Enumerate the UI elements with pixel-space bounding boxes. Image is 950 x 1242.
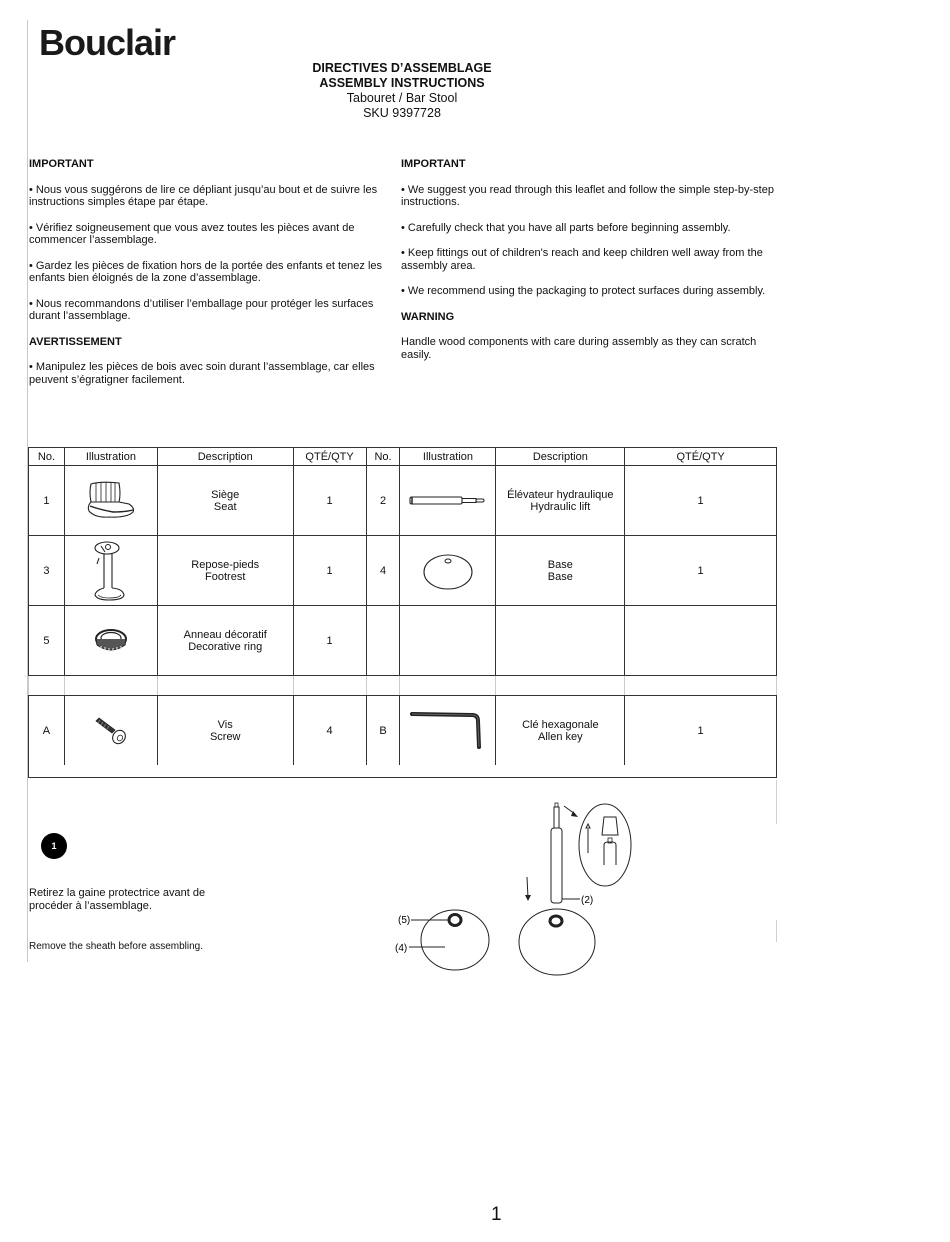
table-row-hardware [29,696,777,766]
callout-lift: (2) [581,895,594,906]
part-desc-en: Allen key [538,730,583,743]
part-desc-fr: Siège [211,488,240,501]
title-fr: DIRECTIVES D’ASSEMBLAGE [312,61,492,75]
allen-key-icon [410,711,486,751]
base-icon [422,551,474,591]
warning-heading-fr: AVERTISSEMENT [29,335,122,348]
part-no: 3 [29,536,65,606]
notice-english [401,158,781,374]
sheath-detail-icon [579,804,631,886]
notice-item: • Gardez les pièces de fixation hors de la portée des enfants et tenez les enfants bien éloignés de la zone d’assemblage. [29,259,383,284]
warning-heading-en: WARNING [401,310,455,323]
step-number-badge: 1 [41,833,67,859]
step-instruction-en: Remove the sheath before assembling. [29,941,203,952]
part-no: 1 [29,466,65,536]
notice-french [29,158,394,399]
part-no: 4 [366,536,400,606]
part-qty: 1 [625,466,777,536]
part-no: 2 [366,466,400,536]
part-desc-fr: Base [547,558,573,571]
header-description: Description [157,448,293,466]
decorative-ring-icon [93,627,129,655]
product-name: Tabouret / Bar Stool [346,91,458,105]
hydraulic-lift-icon [408,495,488,507]
notice-item: • Vérifiez soigneusement que vous avez toutes les pièces avant de commencer l’assemblage. [29,221,355,246]
part-qty [625,606,777,676]
table-row [29,536,777,606]
part-desc-en: Footrest [205,570,246,583]
part-no: B [366,696,400,766]
warning-text-fr: • Manipulez les pièces de bois avec soin durant l’assemblage, car elles peuvent s’égratigner facilement. [29,361,375,386]
important-heading-fr: IMPORTANT [29,158,94,170]
part-desc-fr: Repose-pieds [191,558,260,571]
part-qty: 1 [293,466,366,536]
parts-table [28,447,777,778]
title-en: ASSEMBLY INSTRUCTIONS [319,76,485,90]
document-header [252,61,552,121]
notice-item: • We suggest you read through this leaflet and follow the simple step-by-step instructions. [401,183,774,208]
part-desc-fr: Clé hexagonale [522,718,599,731]
part-desc-fr: Anneau décoratif [183,628,267,641]
part-no: A [29,696,65,766]
header-qty: QTÉ/QTY [293,448,366,466]
part-qty: 1 [293,536,366,606]
part-desc-en: Decorative ring [188,640,263,653]
important-heading-en: IMPORTANT [401,158,466,170]
header-qty: QTÉ/QTY [625,448,777,466]
part-no: 5 [29,606,65,676]
notice-item: • Carefully check that you have all parts before beginning assembly. [401,221,731,234]
part-qty: 4 [293,696,366,766]
warning-text-en: Handle wood components with care during assembly as they can scratch easily. [401,336,757,361]
part-qty: 1 [625,696,777,766]
seat-icon [85,480,137,522]
part-desc-fr: Vis [217,718,233,731]
part-no [366,606,400,676]
part-desc-en: Base [547,570,573,583]
header-no: No. [29,448,65,466]
notice-item: • Nous recommandons d’utiliser l’emballage pour protéger les surfaces durant l’assemblage. [29,297,374,322]
footrest-icon [91,540,131,602]
page-margin-rule-right [776,780,777,824]
header-description: Description [496,448,625,466]
header-no: No. [366,448,400,466]
notice-item: • Nous vous suggérons de lire ce dépliant jusqu’au bout et de suivre les instructions simples étape par étape. [29,183,378,208]
table-header-row [29,448,777,466]
lift-diagram-icon [551,828,562,903]
part-qty: 1 [293,606,366,676]
notice-item: • Keep fittings out of children's reach and keep children well away from the assembly area. [401,247,763,272]
part-qty: 1 [625,536,777,606]
part-desc-en: Hydraulic lift [530,500,591,513]
screw-icon [93,716,129,746]
page-number: 1 [491,1204,502,1225]
table-row [29,466,777,536]
part-desc-en: Seat [213,500,237,513]
ring-diagram-icon [449,915,461,926]
sku: SKU 9397728 [363,106,441,120]
part-desc-fr: Élévateur hydraulique [507,488,614,501]
part-desc-en: Screw [209,730,241,743]
step1-diagram [380,795,650,980]
callout-ring: (5) [398,915,411,926]
header-illustration: Illustration [400,448,496,466]
header-illustration: Illustration [64,448,157,466]
brand-logo: Bouclair [39,22,176,63]
page-margin-rule-right [776,920,777,942]
table-row [29,606,777,676]
table-spacer-row [29,676,777,696]
step-instruction-fr: Retirez la gaine protectrice avant de procéder à l’assemblage. [29,887,206,912]
notice-item: • We recommend using the packaging to protect surfaces during assembly. [401,285,766,297]
callout-base: (4) [395,943,408,954]
